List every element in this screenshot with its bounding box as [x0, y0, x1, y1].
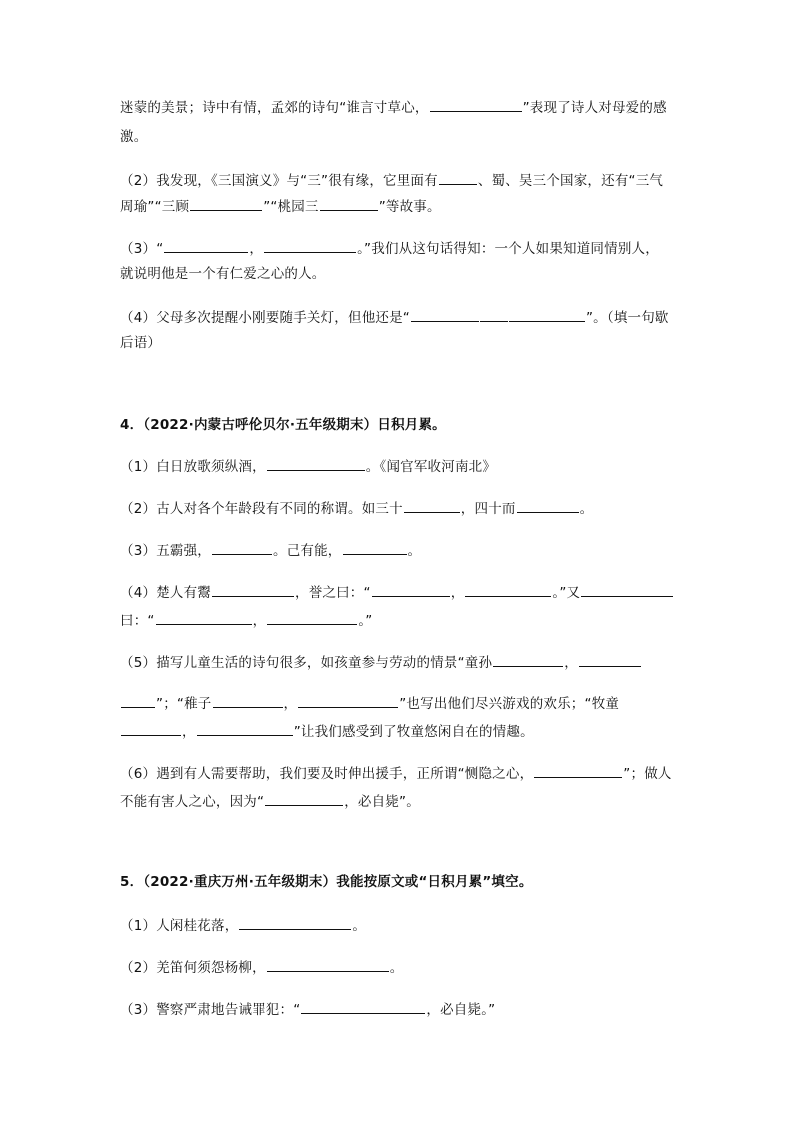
- text: ，: [564, 655, 578, 671]
- text: ，四十而: [460, 501, 516, 517]
- answer-blank[interactable]: [267, 610, 357, 625]
- text: ”表现了诗人对母爱的感: [522, 100, 667, 116]
- text: （1）人闲桂花落，: [120, 918, 239, 934]
- text: ，必自毙”。: [344, 794, 420, 810]
- text: ”让我们感受到了牧童悠闲自在的情趣。: [293, 724, 534, 740]
- text: ，: [450, 585, 465, 601]
- text: 就说明他是一个有仁爱之心的人。: [120, 266, 326, 282]
- text: 后语）: [120, 335, 162, 351]
- text: ，: [182, 724, 196, 740]
- text: 。”: [358, 613, 373, 629]
- text: （5）描写儿童生活的诗句很多，如孩童参与劳动的情景“童孙: [120, 655, 493, 671]
- answer-blank[interactable]: [267, 456, 365, 471]
- text: 迷蒙的美景；诗中有情，孟郊的诗句“谁言寸草心，: [120, 100, 429, 116]
- q4-item-5-line-2: [120, 693, 619, 713]
- answer-blank[interactable]: [404, 498, 460, 513]
- q4-item-3: [120, 540, 421, 560]
- answer-blank[interactable]: [190, 196, 262, 211]
- answer-blank[interactable]: [121, 721, 181, 736]
- text: 、蜀、吴三个国家，还有“三气: [477, 173, 664, 189]
- para-1-line-1: [120, 97, 667, 117]
- dash-divider: [480, 312, 508, 322]
- item-3-line-1: [120, 238, 659, 258]
- q4-item-6-line-1: [120, 763, 672, 783]
- text: 。己有能，: [273, 543, 342, 559]
- answer-blank[interactable]: [121, 693, 155, 708]
- text: ”；“稚子: [156, 696, 212, 712]
- q4-item-6-line-2: [120, 791, 420, 811]
- text: （3）警察严肃地告诫罪犯：“: [120, 1002, 301, 1018]
- answer-blank[interactable]: [156, 610, 252, 625]
- answer-blank[interactable]: [265, 791, 343, 806]
- answer-blank[interactable]: [343, 540, 407, 555]
- text: （4）楚人有鬻: [120, 585, 211, 601]
- answer-blank[interactable]: [534, 763, 622, 778]
- text: 。: [389, 960, 404, 976]
- text: （6）遇到有人需要帮助，我们要及时伸出援手，正所谓“恻隐之心，: [120, 766, 534, 782]
- answer-blank[interactable]: [264, 238, 356, 253]
- text: 。《闻官军收河南北》: [365, 459, 497, 475]
- text: （1）白日放歌须纵酒，: [120, 459, 266, 475]
- answer-blank[interactable]: [581, 582, 673, 597]
- answer-blank[interactable]: [509, 307, 585, 322]
- q4-item-5-line-3: [120, 721, 534, 741]
- text: 。”我们从这句话得知：一个人如果知道同情别人，: [357, 241, 659, 257]
- answer-blank[interactable]: [465, 582, 551, 597]
- text: ，誉之曰：“: [295, 585, 371, 601]
- answer-blank[interactable]: [267, 957, 389, 972]
- q5-item-3: [120, 999, 495, 1019]
- text: 激。: [120, 129, 148, 145]
- q4-item-4-line-1: [120, 582, 674, 602]
- text: （3）“: [120, 241, 164, 257]
- text: （2）古人对各个年龄段有不同的称谓。如三十: [120, 501, 403, 517]
- answer-blank[interactable]: [579, 652, 641, 667]
- answer-blank[interactable]: [301, 999, 425, 1014]
- answer-blank[interactable]: [430, 97, 522, 112]
- item-3-line-2: [120, 265, 326, 283]
- text: 。: [352, 918, 367, 934]
- answer-blank[interactable]: [212, 540, 272, 555]
- answer-blank[interactable]: [517, 498, 579, 513]
- question-4-heading: 4．（2022·内蒙古呼伦贝尔·五年级期末）日积月累。: [120, 417, 446, 433]
- q4-item-5-line-1: [120, 652, 642, 672]
- item-4-line-1: [120, 307, 669, 327]
- q4-item-4-line-2: [120, 610, 372, 630]
- answer-blank[interactable]: [213, 693, 283, 708]
- answer-blank[interactable]: [164, 238, 248, 253]
- text: 。”又: [552, 585, 581, 601]
- item-2-line-1: [120, 170, 663, 190]
- text: 曰：“: [120, 613, 155, 629]
- answer-blank[interactable]: [493, 652, 563, 667]
- q5-item-1: [120, 915, 366, 935]
- text: （2）羌笛何须怨杨柳，: [120, 960, 266, 976]
- answer-blank[interactable]: [411, 307, 479, 322]
- text: ，: [283, 696, 298, 712]
- text: ”；做人: [623, 766, 672, 782]
- text: （2）我发现，《三国演义》与“三”很有缘，它里面有: [120, 173, 438, 189]
- text: ”“桃园三: [263, 199, 319, 215]
- question-5-heading: 5．（2022·重庆万州·五年级期末）我能按原文或“日积月累”填空。: [120, 874, 533, 890]
- text: ”也写出他们尽兴游戏的欢乐；“牧童: [399, 696, 620, 712]
- para-1-line-2: [120, 128, 147, 146]
- answer-blank[interactable]: [320, 196, 378, 211]
- answer-blank[interactable]: [372, 582, 450, 597]
- text: （3）五霸强，: [120, 543, 211, 559]
- answer-blank[interactable]: [197, 721, 293, 736]
- text: 不能有害人之心，因为“: [120, 794, 265, 810]
- text: ”等故事。: [378, 199, 441, 215]
- q4-item-1: [120, 456, 496, 476]
- answer-blank[interactable]: [298, 693, 398, 708]
- answer-blank[interactable]: [239, 915, 351, 930]
- text: 周瑜”“三顾: [120, 199, 190, 215]
- answer-blank[interactable]: [439, 170, 477, 185]
- text: ，: [249, 241, 264, 257]
- text: ”。（填一句歇: [585, 310, 669, 326]
- q5-item-2: [120, 957, 404, 977]
- item-2-line-2: [120, 196, 441, 216]
- text: ，: [252, 613, 267, 629]
- text: ，必自毙。”: [426, 1002, 496, 1018]
- q4-item-2: [120, 498, 593, 518]
- answer-blank[interactable]: [212, 582, 294, 597]
- text: 。: [579, 501, 594, 517]
- text: （4）父母多次提醒小刚要随手关灯，但他还是“: [120, 310, 410, 326]
- item-4-line-2: [120, 334, 161, 352]
- text: 。: [407, 543, 422, 559]
